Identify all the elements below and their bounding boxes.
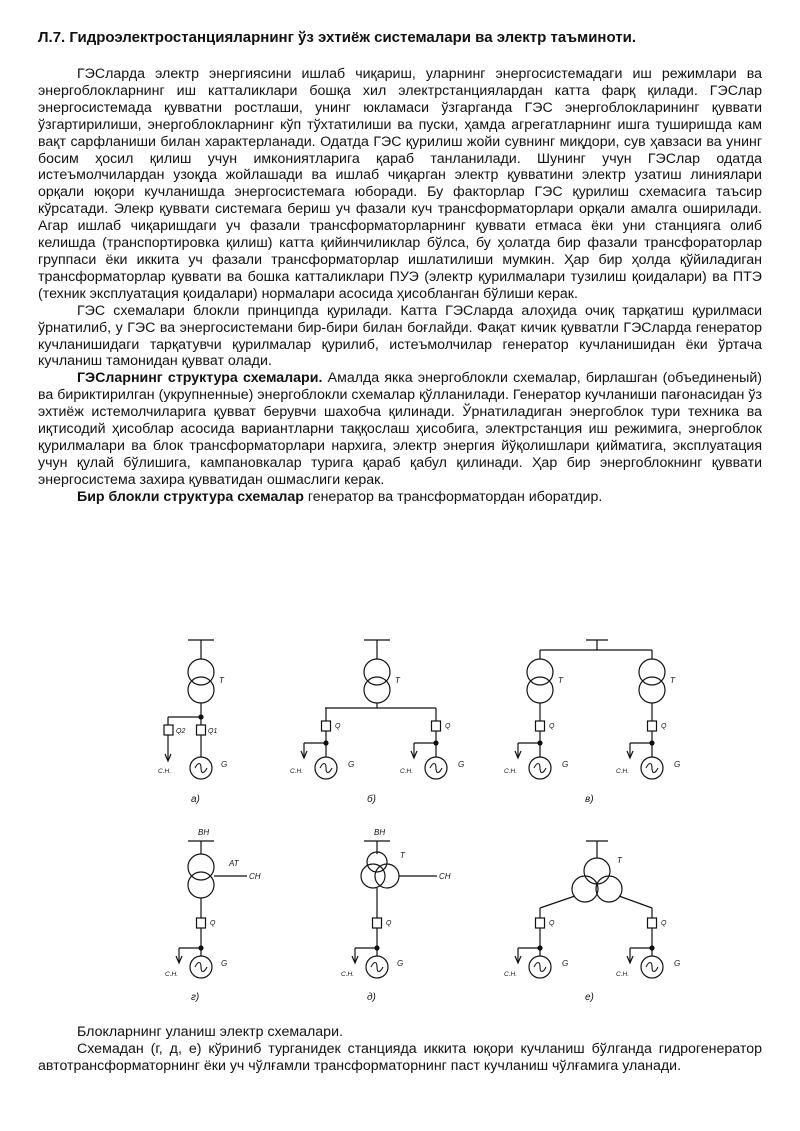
label-T: T xyxy=(558,676,563,685)
paragraph-4-heading: Бир блокли структура схемалар xyxy=(77,488,304,505)
split-transformer-lv2 xyxy=(596,876,622,902)
label-G: G xyxy=(562,760,569,769)
breaker-Q xyxy=(197,918,206,928)
transformer-a-lv xyxy=(188,677,214,703)
label-CH: C.H. xyxy=(290,768,303,775)
label-Q: Q xyxy=(210,920,216,927)
label-T: T xyxy=(400,851,405,860)
paragraph-1: ГЭСларда электр энергиясини ишлаб чиқариш, уларнинг энергосистемадаги иш режимлари ва энергоблокларнинг иш катталиклари бошқа хил электрстанциялардан катта фарқ қилади. ГЭСлар энергосистемада қувватни ростлаши, унинг юкламаси ўзгарганда ГЭС энергоблокларининг қуввати ўзгартирилиши, энергоблокларнинг кўп тўхтатилиши ва пуски, ҳамда агрегатларнинг ишга туширишда кам вақт сарфланиши билан характерланади. Одатда ГЭС қурилиш жойи сувнинг миқдори, сув ҳавзаси ва унинг босим ҳосил қилиш учун имкониятларига қараб танланилади. Шунинг учун ГЭСлар одатда истеъмолчилардан узоқда жойлашади ва ишлаб чиқарган электр қувватини электр узатиш линиялари орқали юқори кучланишда энергосистемага юборади. Бу факторлар ГЭС қурилиш схемасига таъсир кўрсатади. Элекр қуввати системага бериш уч фазали куч трансформаторлари орқали амалга оширилади. Агар ишлаб чиқаришдаги уч фазали трансформаторларнинг қуввати етмаса ёки уни станцияга олиб келишда (транспортировка қилиш) катта қийинчиликлар бўлса, бу ҳолатда бир фазали трансфораторлар группаси ёки иккита уч фазали трансформаторлар ишлатилиши мумкин. Ҳар бир ҳолда қўйиладиган трансформаторлар қуввати ва бошка катталиклари ПУЭ (электр қурилмалари тузилиш қоидалари) ва ПТЭ (техник эксплуатация қоидалари) нормалари асосида ҳисобланган бўлиши керак. xyxy=(38,66,762,302)
caption-a: а) xyxy=(191,794,200,805)
transformer-v-lv xyxy=(639,677,665,703)
breaker-Q xyxy=(536,918,545,928)
breaker-Q1 xyxy=(197,725,206,735)
generator-wave xyxy=(646,963,658,972)
label-Q: Q xyxy=(661,723,667,730)
transformer-winding-1 xyxy=(361,864,385,888)
label-VN: BH xyxy=(198,828,210,837)
paragraph-5: Блокларнинг уланиш электр схемалари. xyxy=(77,1024,343,1040)
breaker-Q xyxy=(432,721,441,731)
label-Q: Q xyxy=(386,920,392,927)
transformer-b-lv xyxy=(364,677,390,703)
generator-wave xyxy=(646,764,658,773)
breaker-Q xyxy=(322,721,331,731)
paragraph-3-text: Амалда якка энергоблокли схемалар, бирлашган (объединеный) ва бириктирилган (укрупненные) энергоблокли схемалар қўлланилади. Генератор кучланиши пағонасидан ўз эхтиёж истемолчиларига қувват берувчи шахобча қилинади. Ўрнатиладиган энергоблок тури техника ва иқтисодий ҳисоблар асосида вариантларни таққослаш ҳисобига, электрстанция иш режимига, энергоблок қурилмалари ва блок трансформаторлари нархига, электр энергия йўқолишлари қийматига, эксплуатация учун қулай бўлишига, кампановкалар турига қараб қабул қилинади. Ҳар бир энергоблокнинг қуввати энергосистема захира қувватидан ошмаслиги керак. xyxy=(38,370,762,488)
label-Q2: Q2 xyxy=(176,728,186,735)
label-G: G xyxy=(397,959,404,968)
split-transformer-hv xyxy=(584,858,610,884)
caption-e: е) xyxy=(585,992,594,1003)
label-T: T xyxy=(395,676,400,685)
wire xyxy=(619,896,652,908)
label-CH: C.H. xyxy=(165,971,178,978)
label-G: G xyxy=(221,760,228,769)
label-SN: CH xyxy=(249,872,261,881)
label-VN: BH xyxy=(374,828,386,837)
label-SN: CH xyxy=(439,872,451,881)
label-CH: C.H. xyxy=(504,768,517,775)
paragraph-2: ГЭС схемалари блокли принципда қурилади. Катта ГЭСларда алоҳида очиқ тарқатиш қурилмаси ўрнатилиб, у ГЭС ва энергосистемани бир-бири билан боғлайди. Фақат кичик қувватли ГЭСларда генератор кучланишидаги тарқатувчи қурилмалар қурилиб, истеъмолчилар генератор кучланишидан ёки ўртача кучланиш тамонидан қувват олади. xyxy=(38,302,762,370)
label-Q: Q xyxy=(549,723,555,730)
caption-v: в) xyxy=(585,794,594,805)
generator-wave xyxy=(320,764,332,773)
paragraph-4 xyxy=(38,489,762,506)
label-G: G xyxy=(221,959,228,968)
generator-wave xyxy=(534,764,546,773)
breaker-Q xyxy=(648,721,657,731)
breaker-Q xyxy=(536,721,545,731)
label-CH: C.H. xyxy=(400,768,413,775)
label-T: T xyxy=(670,676,675,685)
transformer-winding-2 xyxy=(375,864,399,888)
block-schemes-svg xyxy=(140,628,700,1013)
breaker-Q xyxy=(648,918,657,928)
caption-g: г) xyxy=(191,992,200,1003)
autotransformer-lv xyxy=(188,872,214,898)
label-Q: Q xyxy=(661,920,667,927)
generator-wave xyxy=(195,963,207,972)
paragraph-4-text: генератор ва трансформатордан иборатдир. xyxy=(303,488,603,505)
label-G: G xyxy=(674,959,681,968)
caption-b: б) xyxy=(367,794,376,805)
generator-wave xyxy=(371,963,383,972)
document-title: Л.7. Гидроэлектростанцияларнинг ўз эхтиёж системалари ва электр таъминоти. xyxy=(38,29,637,46)
label-Q1: Q1 xyxy=(208,728,218,735)
generator-wave xyxy=(430,764,442,773)
label-Q: Q xyxy=(445,723,451,730)
caption-d: д) xyxy=(367,992,376,1003)
transformer-v-lv xyxy=(527,677,553,703)
paragraph-3-heading: ГЭСларнинг структура схемалари. xyxy=(77,370,323,387)
label-G: G xyxy=(458,760,465,769)
label-G: G xyxy=(674,760,681,769)
paragraph-3 xyxy=(38,370,762,488)
label-CH: C.H. xyxy=(158,768,171,775)
label-CH: C.H. xyxy=(616,971,629,978)
generator-wave xyxy=(195,764,207,773)
label-G: G xyxy=(348,760,355,769)
generator-wave xyxy=(534,963,546,972)
label-CH: C.H. xyxy=(504,971,517,978)
label-Q: Q xyxy=(549,920,555,927)
block-schemes-figure xyxy=(140,628,700,1013)
label-G: G xyxy=(562,959,569,968)
label-CH: C.H. xyxy=(341,971,354,978)
breaker-Q2 xyxy=(164,725,173,735)
paragraph-6: Схемадан (г, д, е) кўриниб турганидек станцияда иккита юқори кучланиш бўлганда гидрогенератор автотрансформаторнинг ёки уч чўлғамли трансформаторнинг паст кучланиш чўлғамига уланади. xyxy=(38,1041,762,1074)
split-transformer-lv1 xyxy=(572,876,598,902)
label-T: T xyxy=(219,676,224,685)
label-AT: AT xyxy=(229,859,239,868)
label-Q: Q xyxy=(335,723,341,730)
label-CH: C.H. xyxy=(616,768,629,775)
document-after-figure xyxy=(38,1024,762,1075)
document-body xyxy=(38,66,762,506)
breaker-Q xyxy=(373,918,382,928)
label-T: T xyxy=(617,856,622,865)
wire xyxy=(540,896,575,908)
